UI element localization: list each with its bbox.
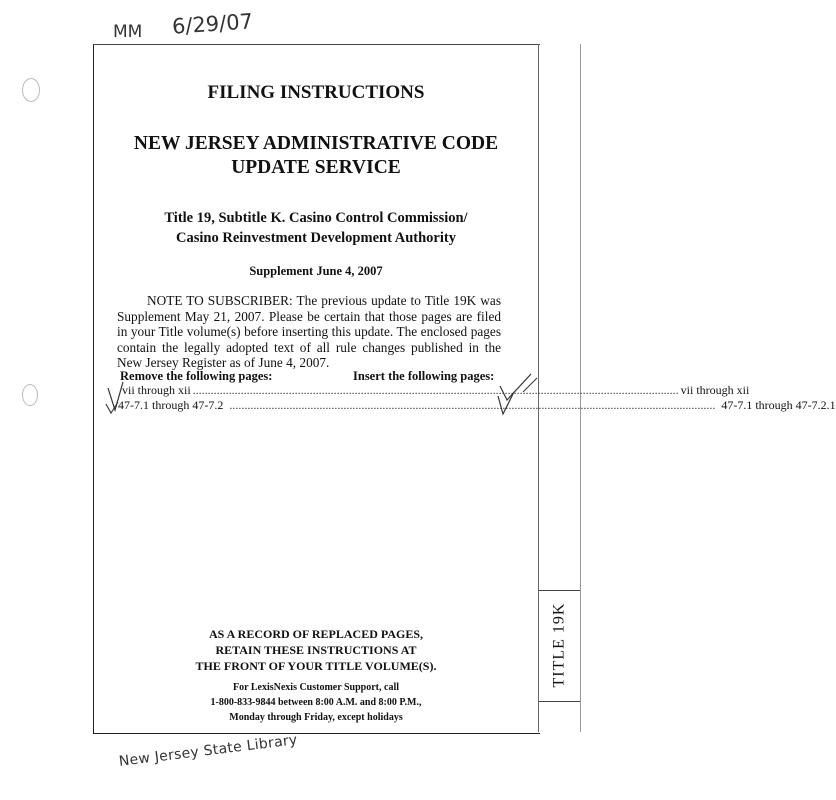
- leader-dots: ..................................................................................................................................................................: [192, 383, 679, 397]
- check-mark-icon: [494, 388, 518, 418]
- remove-header: Remove the following pages:: [120, 369, 273, 383]
- support-line2: 1-800-833-9844 between 8:00 A.M. and 8:00 P.M.,: [210, 697, 422, 708]
- supplement-date: Supplement June 4, 2007: [249, 264, 383, 278]
- insert-pages: 47-7.1 through 47-7.2.1: [721, 398, 836, 412]
- check-mark-icon: [104, 380, 126, 416]
- insert-header: Insert the following pages:: [353, 369, 495, 383]
- library-stamp: New Jersey State Library: [118, 732, 299, 770]
- punch-hole-mark: [22, 384, 38, 406]
- table-row: [118, 398, 836, 413]
- remove-pages: vii through xii: [122, 383, 191, 397]
- title-tab-label: TITLE 19K: [550, 602, 568, 688]
- table-row: [122, 383, 750, 398]
- remove-pages: 47-7.1 through 47-7.2: [118, 398, 224, 412]
- handwritten-date: 6/29/07: [171, 9, 254, 39]
- handwritten-initials: MM: [113, 22, 143, 42]
- record-line2: RETAIN THESE INSTRUCTIONS AT: [215, 643, 417, 657]
- support-line1: For LexisNexis Customer Support, call: [232, 682, 399, 693]
- punch-hole-mark: [22, 78, 40, 102]
- subtitle-line1: Title 19, Subtitle K. Casino Control Commission/: [164, 210, 468, 226]
- subscriber-note: NOTE TO SUBSCRIBER: The previous update to Title 19K was Supplement May 21, 2007. Please be certain that those pages are filed in your Title volume(s) before inserting this update. The enclosed pages contain the legally adopted text of all rule changes published in the New Jersey Register as of June 4, 2007.: [117, 293, 501, 370]
- record-line1: AS A RECORD OF REPLACED PAGES,: [208, 627, 424, 641]
- record-line3: THE FRONT OF YOUR TITLE VOLUME(S).: [195, 659, 437, 673]
- service-title-line2: UPDATE SERVICE: [231, 157, 401, 178]
- leader-dots: ..................................................................................................................................................................: [229, 398, 716, 412]
- insert-pages: vii through xii: [680, 383, 750, 397]
- support-line3: Monday through Friday, except holidays: [229, 712, 403, 723]
- subtitle-line2: Casino Reinvestment Development Authority: [176, 230, 456, 246]
- page-title: FILING INSTRUCTIONS: [207, 82, 425, 103]
- service-title-line1: NEW JERSEY ADMINISTRATIVE CODE: [133, 133, 499, 154]
